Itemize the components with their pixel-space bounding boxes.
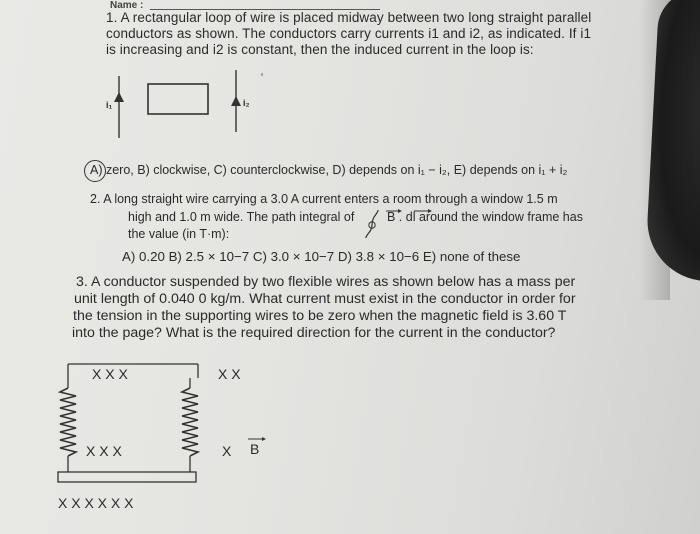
- q2-text-line1: 2. A long straight wire carrying a 3.0 A current enters a room through a window 1.5 m: [90, 192, 558, 206]
- q3-text-line4: into the page? What is the required direction for the current in the conductor?: [72, 325, 556, 341]
- q3-text-line2: unit length of 0.040 0 kg/m. What current must exist in the conductor in order for: [74, 291, 576, 307]
- q2-answers: A) 0.20 B) 2.5 × 10−7 C) 3.0 × 10−7 D) 3.8 × 10−6 E) none of these: [122, 249, 521, 264]
- spring-right-icon: [182, 378, 198, 472]
- q1-text-line2: conductors as shown. The conductors carry currents i1 and i2, as indicated. If i1: [106, 26, 592, 41]
- label-i1: i₁: [106, 100, 113, 110]
- field-row-bottom: X X X X X X: [58, 495, 134, 511]
- wire-2-arrow-icon: [231, 96, 241, 106]
- q3-text-line1: 3. A conductor suspended by two flexible wires as shown below has a mass per: [76, 274, 576, 290]
- conductor-rod: [58, 472, 196, 482]
- field-row-top-right: X X: [218, 366, 241, 382]
- spring-left-icon: [60, 378, 76, 472]
- rectangular-loop: [148, 84, 208, 114]
- field-row-mid-right: X: [222, 443, 232, 459]
- q2-text-line2a: high and 1.0 m wide. The path integral of: [128, 210, 355, 224]
- field-row-top-inner: X X X: [92, 366, 128, 382]
- q3-text-line3: the tension in the supporting wires to be zero when the magnetic field is 3.60 T: [73, 308, 567, 324]
- name-label: Name :: [110, 0, 144, 11]
- contour-integral-icon: [366, 210, 378, 238]
- q1-text-line1: 1. A rectangular loop of wire is placed midway between two long straight parallel: [106, 10, 592, 25]
- q2-text-line3: the value (in T·m):: [128, 227, 230, 241]
- wire-1-arrow-icon: [114, 92, 124, 102]
- q2-text-line2b: B . dl around the window frame has: [387, 210, 583, 224]
- field-row-mid-inner: X X X: [86, 443, 122, 459]
- field-b-label: B: [250, 441, 260, 457]
- label-i2: i₂: [243, 98, 250, 108]
- q1-text-line3: is increasing and i2 is constant, then the induced current in the loop is:: [106, 42, 534, 57]
- q1-answers: A) zero, B) clockwise, C) counterclockwise, D) depends on i₁ − i₂, E) depends on i₁ + i₂: [90, 163, 568, 177]
